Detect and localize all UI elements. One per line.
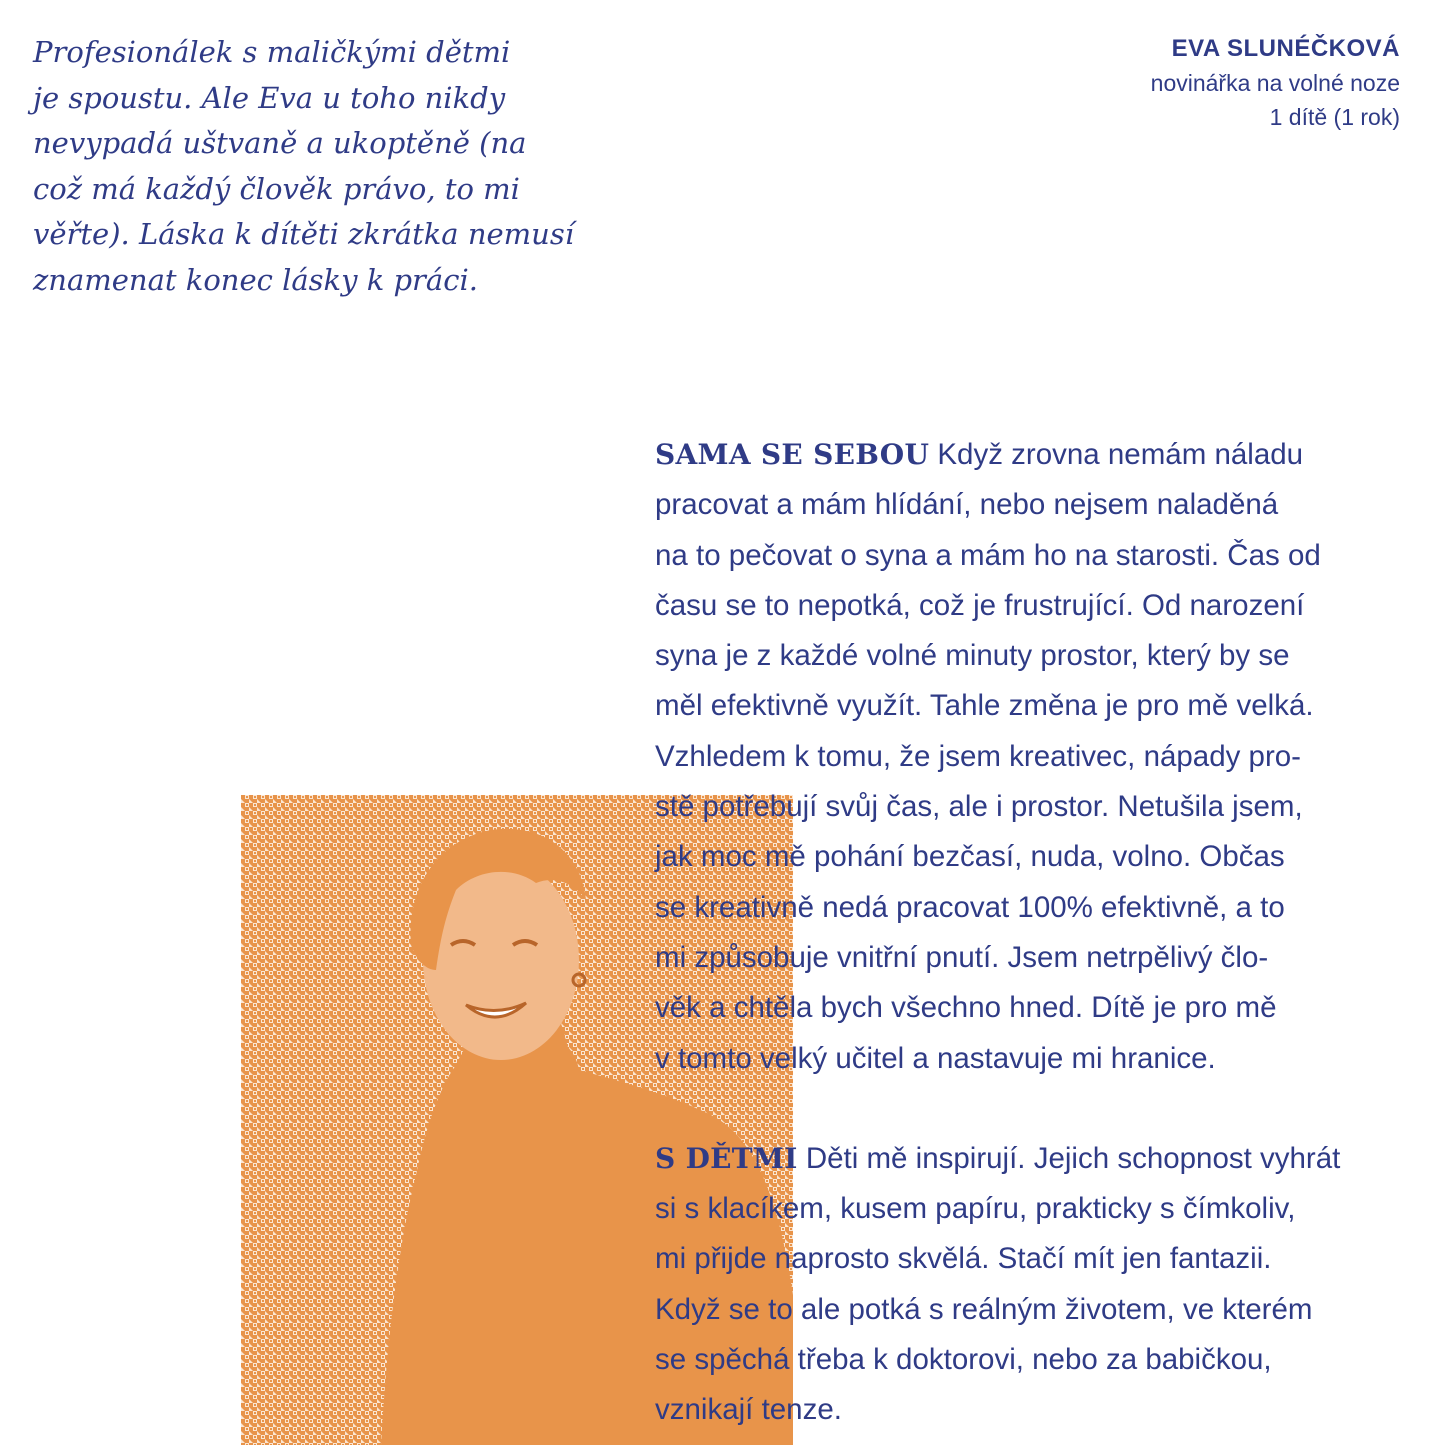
- intro-line: což má každý člověk právo, to mi: [33, 171, 520, 206]
- intro-line: nevypadá uštvaně a ukoptěně (na: [33, 126, 527, 160]
- paragraph-line: na to pečovat o syna a mám ho na starosti. Čas od: [655, 538, 1321, 572]
- paragraph-line: vznikají tenze.: [655, 1393, 842, 1427]
- section-first-line: [655, 430, 1400, 480]
- paragraph-line: syna je z každé volné minuty prostor, který by se: [655, 639, 1290, 673]
- paragraph-line: Když se to ale potká s reálným životem, ve kterém: [655, 1292, 1313, 1326]
- intro-line: znamenat konec lásky k práci.: [33, 262, 478, 297]
- paragraph-line: měl efektivně využít. Tahle změna je pro mě velká.: [655, 689, 1314, 723]
- intro-line: věřte). Láska k dítěti zkrátka nemusí: [33, 217, 574, 251]
- paragraph-line: pracovat a mám hlídání, nebo nejsem naladěná: [655, 488, 1279, 522]
- person-children: 1 dítě (1 rok): [1269, 104, 1400, 130]
- paragraph-line: se kreativně nedá pracovat 100% efektivně, a to: [655, 890, 1285, 924]
- paragraph-line: stě potřebují svůj čas, ale i prostor. Netušila jsem,: [655, 790, 1303, 824]
- section-text: Děti mě inspirují. Jejich schopnost vyhrát: [797, 1141, 1341, 1175]
- paragraph-line: času se to nepotká, což je frustrující. Od narození: [655, 588, 1305, 622]
- intro-line: Profesionálek s maličkými dětmi: [33, 35, 511, 69]
- person-info: [1151, 32, 1400, 134]
- section-s-detmi: [655, 1134, 1400, 1436]
- intro-quote: [33, 30, 593, 303]
- paragraph-line: Vzhledem k tomu, že jsem kreativec, nápady pro-: [655, 739, 1302, 773]
- intro-line: je spoustu. Ale Eva u toho nikdy: [33, 80, 506, 115]
- person-name: EVA SLUNÉČKOVÁ: [1171, 35, 1400, 62]
- section-first-line: [655, 1134, 1400, 1184]
- paragraph-line: se spěchá třeba k doktorovi, nebo za babičkou,: [655, 1343, 1272, 1377]
- paragraph-line: v tomto velký učitel a nastavuje mi hranice.: [655, 1041, 1216, 1075]
- article-body: [655, 430, 1400, 1436]
- section-heading: SAMA SE SEBOU: [655, 438, 930, 471]
- person-role: novinářka na volné noze: [1150, 70, 1400, 96]
- paragraph-line: mi přijde naprosto skvělá. Stačí mít jen fantazii.: [655, 1242, 1272, 1276]
- paragraph-line: věk a chtěla bych všechno hned. Dítě je pro mě: [655, 991, 1277, 1025]
- paragraph-line: mi způsobuje vnitřní pnutí. Jsem netrpělivý člo-: [655, 940, 1269, 974]
- section-text: Když zrovna nemám náladu: [929, 438, 1304, 471]
- section-heading: S DĚTMI: [655, 1141, 798, 1175]
- paragraph-line: si s klacíkem, kusem papíru, prakticky s čímkoliv,: [655, 1192, 1296, 1226]
- section-sama-se-sebou: [655, 430, 1400, 1084]
- paragraph-line: jak moc mě pohání bezčasí, nuda, volno. Občas: [655, 840, 1285, 874]
